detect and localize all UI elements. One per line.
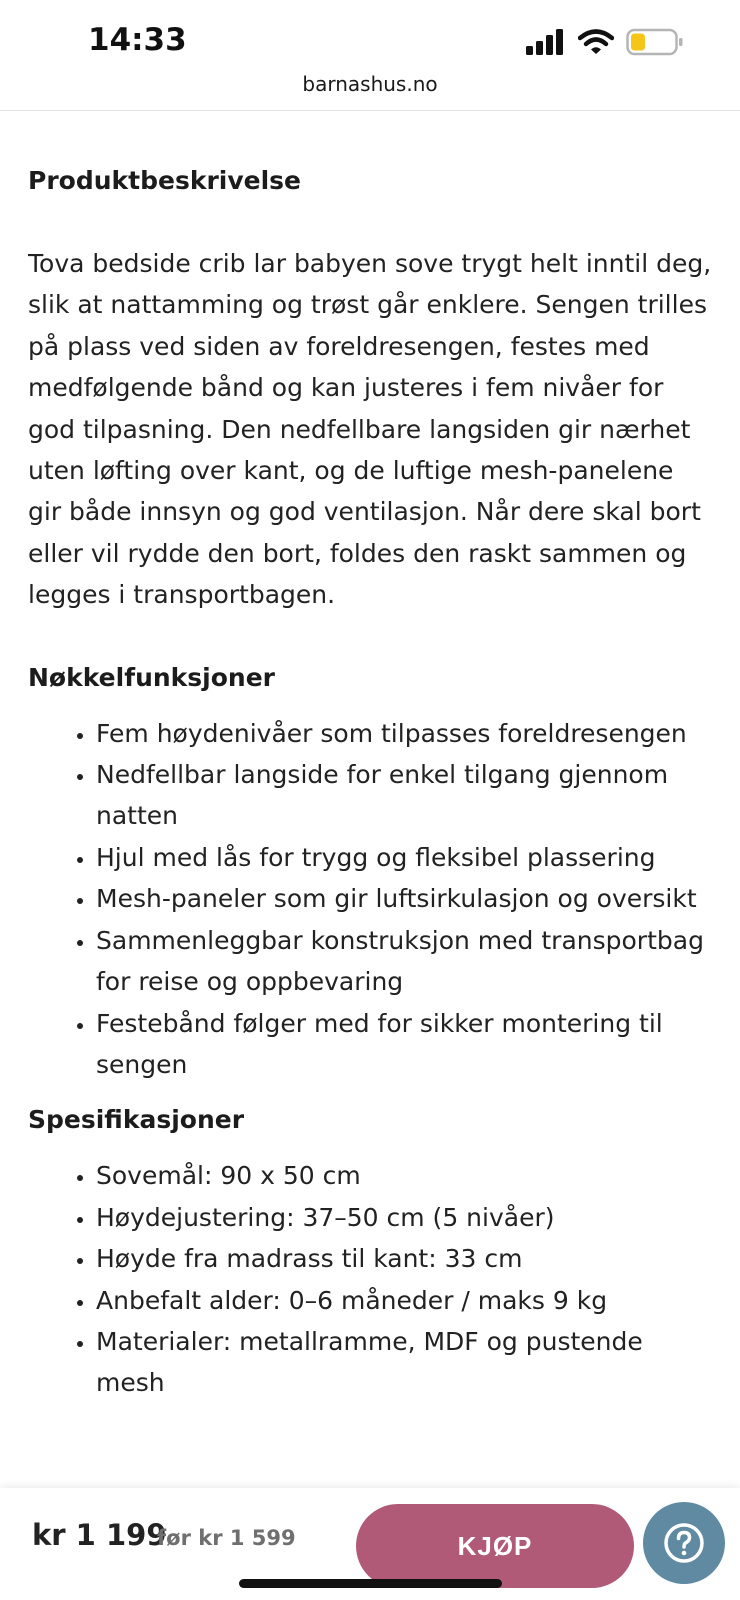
feature-item: • Mesh-paneler som gir luftsirkulasjon og oversikt	[96, 878, 712, 919]
feature-item: • Nedfellbar langside for enkel tilgang gjennom natten	[96, 754, 712, 837]
feature-item: • Fem høydenivåer som tilpasses foreldresengen	[96, 713, 712, 754]
feature-item: • Festebånd følger med for sikker montering til sengen	[96, 1003, 712, 1086]
status-time: 14:33	[88, 22, 187, 58]
status-bar	[0, 0, 740, 111]
specs-title: Spesifikasjoner	[28, 1105, 245, 1135]
spec-item: • Materialer: metallramme, MDF og pustende mesh	[96, 1321, 712, 1404]
specs-list	[28, 1155, 712, 1403]
spec-item: • Anbefalt alder: 0–6 måneder / maks 9 kg	[96, 1280, 712, 1321]
battery-icon	[626, 28, 684, 56]
spec-item: • Høyde fra madrass til kant: 33 cm	[96, 1238, 712, 1279]
question-icon	[663, 1522, 705, 1564]
feature-item: • Sammenleggbar konstruksjon med transportbag for reise og oppbevaring	[96, 920, 712, 1003]
url-bar[interactable]: barnashus.no	[302, 72, 438, 96]
spec-item: • Høydejustering: 37–50 cm (5 nivåer)	[96, 1197, 712, 1238]
buy-button[interactable]: KJØP	[356, 1504, 634, 1588]
signal-icon	[526, 29, 566, 55]
features-title: Nøkkelfunksjoner	[28, 662, 276, 692]
wifi-icon	[578, 29, 614, 55]
price-before: før kr 1 599	[157, 1526, 296, 1550]
product-details	[0, 110, 740, 1488]
help-button[interactable]	[643, 1502, 725, 1584]
spec-item: • Sovemål: 90 x 50 cm	[96, 1155, 712, 1196]
price: kr 1 199	[32, 1518, 167, 1552]
features-list	[28, 713, 712, 1086]
feature-item: • Hjul med lås for trygg og fleksibel plassering	[96, 837, 712, 878]
status-icons	[526, 28, 684, 56]
description-title: Produktbeskrivelse	[28, 166, 302, 195]
home-indicator	[239, 1579, 502, 1588]
description-text: Tova bedside crib lar babyen sove trygt helt inntil deg, slik at nattamming og trøst går enklere. Sengen trilles på plass ved siden av foreldresengen, festes med medfølgende bånd og kan justeres i fem nivåer for god tilpasning. Den nedfellbare langsiden gir nærhet uten løfting over kant, og de luftige mesh-panelene gir både innsyn og god ventilasjon. Når dere skal bort eller vil rydde den bort, foldes den raskt sammen og legges i transportbagen.	[28, 249, 712, 610]
